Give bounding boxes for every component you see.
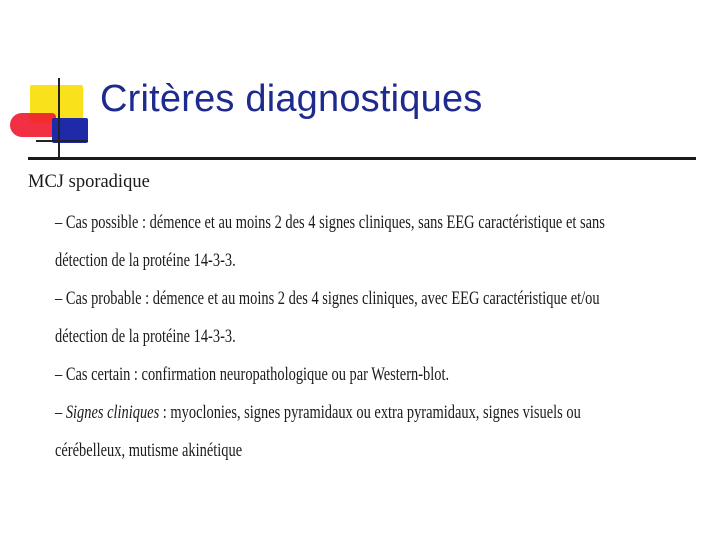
slide-title: Critères diagnostiques [100, 78, 483, 120]
signs-label: Signes cliniques [65, 403, 160, 423]
title-divider [28, 157, 696, 160]
list-item-signs [55, 394, 694, 470]
item-line: détection de la protéine 14-3-3. [55, 327, 236, 347]
item-line: – Cas probable : démence et au moins 2 des 4 signes cliniques, avec EEG caractéristique et/ou [55, 289, 600, 309]
logo-vertical-line [58, 78, 60, 158]
item-line: – Cas certain : confirmation neuropathologique ou par Western-blot. [55, 365, 450, 385]
signs-line2: cérébelleux, mutisme akinétique [55, 441, 243, 461]
list-item-probable [55, 280, 694, 356]
item-line: – Cas possible : démence et au moins 2 des 4 signes cliniques, sans EEG caractéristique et sans [55, 213, 605, 233]
section-heading: MCJ sporadique [28, 172, 150, 192]
item-line: détection de la protéine 14-3-3. [55, 251, 236, 271]
logo-horizontal-line [36, 140, 88, 142]
signs-dash: – [55, 403, 66, 423]
slide-content [28, 170, 694, 470]
signs-text: : myoclonies, signes pyramidaux ou extra pyramidaux, signes visuels ou [159, 403, 581, 423]
logo-red-shape [10, 113, 56, 137]
list-item-certain [55, 356, 694, 394]
list-item-possible [55, 204, 694, 280]
